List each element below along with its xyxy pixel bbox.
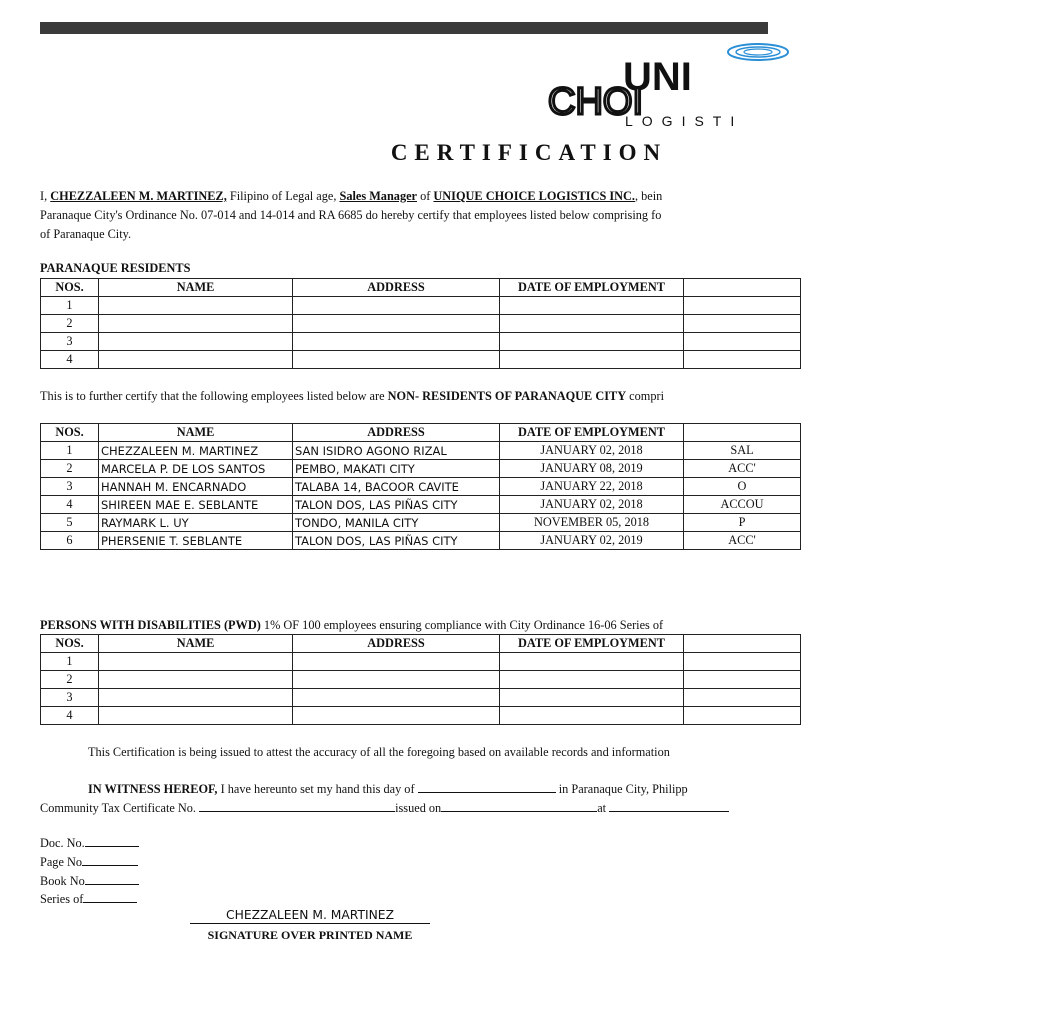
address-cell (293, 671, 500, 689)
col-header-name: NAME (99, 279, 293, 297)
name-cell (99, 671, 293, 689)
name-cell (99, 689, 293, 707)
row-number: 3 (41, 478, 99, 496)
position-cell (684, 653, 801, 671)
row-number: 3 (41, 689, 99, 707)
svg-text:CHOI: CHOI (548, 81, 643, 123)
name-cell (99, 315, 293, 333)
table-row (41, 532, 801, 550)
name-cell: CHEZZALEEN M. MARTINEZ (99, 442, 293, 460)
name-cell (99, 653, 293, 671)
date-cell: JANUARY 02, 2019 (500, 532, 684, 550)
day-blank[interactable] (418, 792, 556, 793)
address-cell (293, 351, 500, 369)
issued-at-blank[interactable] (609, 811, 729, 812)
name-cell: MARCELA P. DE LOS SANTOS (99, 460, 293, 478)
date-cell (500, 707, 684, 725)
residents-table (40, 278, 801, 369)
name-cell: HANNAH M. ENCARNADO (99, 478, 293, 496)
row-number: 2 (41, 315, 99, 333)
table-row (41, 315, 801, 333)
row-number: 4 (41, 351, 99, 369)
table-row (41, 671, 801, 689)
page-no-blank[interactable] (82, 865, 138, 866)
col-header-nos: NOS. (41, 279, 99, 297)
address-cell (293, 707, 500, 725)
doc-no-blank[interactable] (85, 846, 139, 847)
globe-icon (728, 44, 788, 60)
position-cell (684, 297, 801, 315)
residents-table-wrap (40, 278, 728, 369)
pwd-table-wrap (40, 634, 728, 725)
col-header-position (684, 279, 801, 297)
row-number: 4 (41, 707, 99, 725)
row-number: 1 (41, 297, 99, 315)
position-cell (684, 315, 801, 333)
name-cell: RAYMARK L. UY (99, 514, 293, 532)
intro-line-1: I, CHEZZALEEN M. MARTINEZ, Filipino of Legal age, Sales Manager of UNIQUE CHOICE LOGISTICS INC., bein (40, 189, 663, 203)
series-blank[interactable] (83, 902, 137, 903)
table-row (41, 478, 801, 496)
nonresidents-table-wrap (40, 423, 764, 550)
svg-text:LOGISTI: LOGISTI (625, 113, 744, 129)
table-header-row (41, 635, 801, 653)
col-header-date: DATE OF EMPLOYMENT (500, 635, 684, 653)
table-row (41, 514, 801, 532)
row-number: 2 (41, 460, 99, 478)
table-row (41, 496, 801, 514)
name-cell (99, 707, 293, 725)
name-cell: PHERSENIE T. SEBLANTE (99, 532, 293, 550)
row-number: 2 (41, 671, 99, 689)
position-cell: SAL (684, 442, 801, 460)
address-cell: SAN ISIDRO AGONO RIZAL (293, 442, 500, 460)
address-cell: TALABA 14, BACOOR CAVITE (293, 478, 500, 496)
attest-statement: This Certification is being issued to attest the accuracy of all the foregoing based on available records and information (88, 745, 670, 759)
position-cell (684, 333, 801, 351)
col-header-date: DATE OF EMPLOYMENT (500, 424, 684, 442)
position-cell (684, 707, 801, 725)
nonresidents-table (40, 423, 801, 550)
top-border-bar (40, 22, 768, 34)
position-cell: ACCOU (684, 496, 801, 514)
address-cell (293, 689, 500, 707)
address-cell: TALON DOS, LAS PIÑAS CITY (293, 496, 500, 514)
date-cell (500, 671, 684, 689)
name-cell (99, 333, 293, 351)
name-cell (99, 297, 293, 315)
address-cell (293, 333, 500, 351)
row-number: 1 (41, 442, 99, 460)
table-header-row (41, 279, 801, 297)
book-no-line: Book No (40, 874, 139, 889)
col-header-address: ADDRESS (293, 424, 500, 442)
residents-section-title: PARANAQUE RESIDENTS (40, 261, 191, 275)
table-header-row (41, 424, 801, 442)
book-no-blank[interactable] (85, 884, 139, 885)
position-cell: P (684, 514, 801, 532)
date-cell: JANUARY 08, 2019 (500, 460, 684, 478)
row-number: 4 (41, 496, 99, 514)
position-cell: ACC' (684, 532, 801, 550)
witness-line: IN WITNESS HEREOF, I have hereunto set my hand this day of in Paranaque City, Philipp (88, 782, 688, 796)
nonresidents-intro: This is to further certify that the following employees listed below are NON- RESIDENTS OF PARANAQUE CITY compri (40, 389, 664, 403)
row-number: 1 (41, 653, 99, 671)
date-cell: JANUARY 02, 2018 (500, 496, 684, 514)
svg-text:UNI: UNI (623, 55, 692, 99)
ctc-number-blank[interactable] (199, 811, 395, 812)
col-header-nos: NOS. (41, 635, 99, 653)
table-row (41, 442, 801, 460)
series-line: Series of (40, 892, 137, 907)
address-cell (293, 653, 500, 671)
page-title: CERTIFICATION (390, 140, 668, 165)
row-number: 6 (41, 532, 99, 550)
name-cell: SHIREEN MAE E. SEBLANTE (99, 496, 293, 514)
date-cell (500, 297, 684, 315)
address-cell: PEMBO, MAKATI CITY (293, 460, 500, 478)
date-cell (500, 351, 684, 369)
table-row (41, 333, 801, 351)
col-header-address: ADDRESS (293, 635, 500, 653)
col-header-address: ADDRESS (293, 279, 500, 297)
ctc-line: Community Tax Certificate No. issued on at (40, 799, 728, 818)
address-cell: TONDO, MANILA CITY (293, 514, 500, 532)
position-cell (684, 689, 801, 707)
address-cell (293, 315, 500, 333)
table-row (41, 707, 801, 725)
col-header-name: NAME (99, 424, 293, 442)
date-cell (500, 333, 684, 351)
row-number: 5 (41, 514, 99, 532)
table-row (41, 689, 801, 707)
position-cell (684, 671, 801, 689)
col-header-name: NAME (99, 635, 293, 653)
table-row (41, 653, 801, 671)
date-cell (500, 653, 684, 671)
date-cell (500, 689, 684, 707)
date-cell: NOVEMBER 05, 2018 (500, 514, 684, 532)
col-header-nos: NOS. (41, 424, 99, 442)
table-row (41, 297, 801, 315)
company-logo (548, 40, 768, 130)
pwd-table (40, 634, 801, 725)
row-number: 3 (41, 333, 99, 351)
pwd-section-title: PERSONS WITH DISABILITIES (PWD) 1% OF 100 employees ensuring compliance with City Ordinance 16-06 Series of (40, 618, 664, 632)
signature-caption: SIGNATURE OVER PRINTED NAME (207, 928, 413, 942)
date-cell: JANUARY 22, 2018 (500, 478, 684, 496)
intro-line-2: Paranaque City's Ordinance No. 07-014 and 14-014 and RA 6685 do hereby certify that employees listed below comprising fo (40, 208, 662, 222)
position-cell (684, 351, 801, 369)
issued-on-blank[interactable] (441, 811, 597, 812)
date-cell: JANUARY 02, 2018 (500, 442, 684, 460)
intro-line-3: of Paranaque City. (40, 227, 132, 241)
address-cell (293, 297, 500, 315)
col-header-position (684, 635, 801, 653)
page-no-line: Page No (40, 855, 138, 870)
col-header-date: DATE OF EMPLOYMENT (500, 279, 684, 297)
col-header-position (684, 424, 801, 442)
table-row (41, 460, 801, 478)
signatory-printed-name: CHEZZALEEN M. MARTINEZ (190, 908, 430, 924)
address-cell: TALON DOS, LAS PIÑAS CITY (293, 532, 500, 550)
position-cell: O (684, 478, 801, 496)
position-cell: ACC' (684, 460, 801, 478)
name-cell (99, 351, 293, 369)
doc-no-line: Doc. No. (40, 836, 139, 851)
table-row (41, 351, 801, 369)
date-cell (500, 315, 684, 333)
